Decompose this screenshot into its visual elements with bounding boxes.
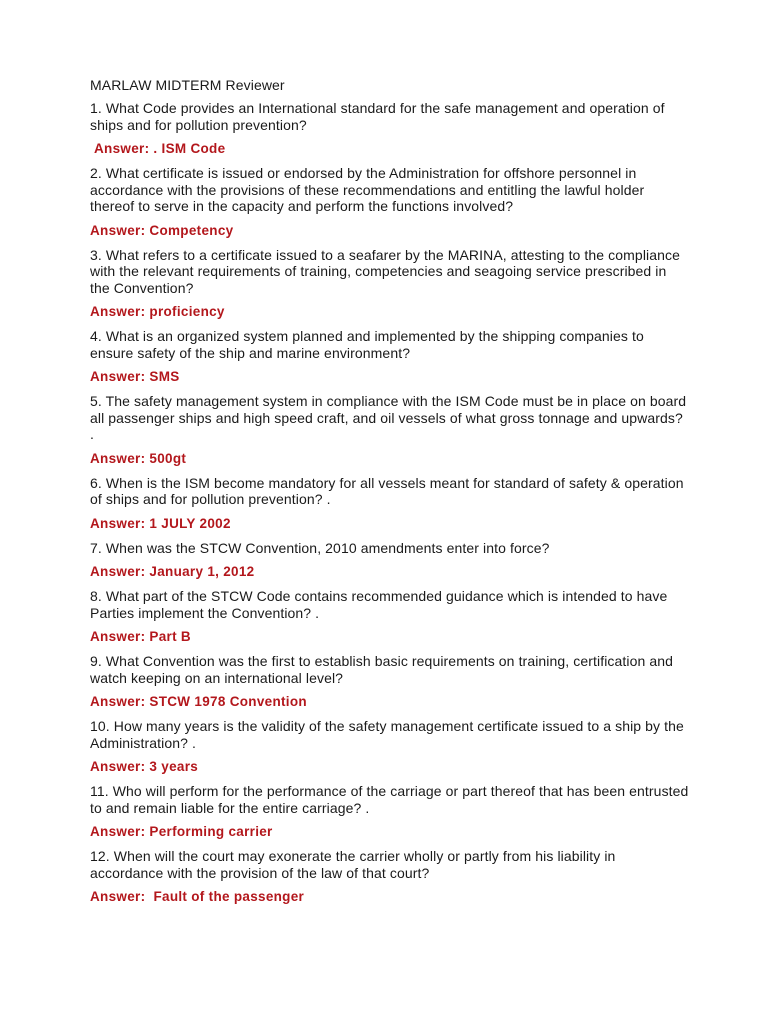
qa-item-6 <box>90 475 690 532</box>
qa-item-10 <box>90 718 690 775</box>
answer-11: Answer: Performing carrier <box>90 824 273 839</box>
question-12: 12. When will the court may exonerate the carrier wholly or partly from his liability in accordance with the provision of the law of that court? <box>90 848 616 881</box>
question-3: 3. What refers to a certificate issued to a seafarer by the MARINA, attesting to the compliance with the relevant requirements of training, competencies and seagoing service prescribed in the Convention? <box>90 246 680 296</box>
qa-item-5 <box>90 393 690 467</box>
qa-item-12 <box>90 848 690 905</box>
answer-7: Answer: January 1, 2012 <box>90 564 255 579</box>
document-page <box>90 77 690 913</box>
answer-4: Answer: SMS <box>90 369 180 384</box>
answer-5: Answer: 500gt <box>90 450 187 466</box>
qa-item-1 <box>90 100 690 157</box>
question-9: 9. What Convention was the first to establish basic requirements on training, certification and watch keeping on an international level? <box>90 653 674 686</box>
question-1: 1. What Code provides an International standard for the safe management and operation of ships and for pollution prevention? <box>90 100 665 133</box>
answer-9: Answer: STCW 1978 Convention <box>90 694 307 709</box>
qa-item-8 <box>90 588 690 645</box>
answer-8: Answer: Part B <box>90 629 191 644</box>
question-4: 4. What is an organized system planned and implemented by the shipping companies to ensure safety of the ship and marine environment? <box>90 328 644 361</box>
qa-item-11 <box>90 783 690 840</box>
question-10: 10. How many years is the validity of the safety management certificate issued to a ship by the Administration? . <box>90 718 684 751</box>
question-6: 6. When is the ISM become mandatory for all vessels meant for standard of safety & operation of ships and for pollution prevention? . <box>90 474 684 507</box>
answer-10: Answer: 3 years <box>90 759 199 774</box>
document-title: MARLAW MIDTERM Reviewer <box>90 77 285 93</box>
answer-12: Answer: Fault of the passenger <box>90 889 305 904</box>
answer-6: Answer: 1 JULY 2002 <box>90 515 231 531</box>
answer-2: Answer: Competency <box>90 222 234 238</box>
qa-item-7 <box>90 540 690 581</box>
question-8: 8. What part of the STCW Code contains recommended guidance which is intended to have Parties implement the Convention? . <box>90 588 668 621</box>
qa-item-2 <box>90 165 690 239</box>
question-5: 5. The safety management system in compliance with the ISM Code must be in place on board all passenger ships and high speed craft, and oil vessels of what gross tonnage and upwards? . <box>90 393 687 442</box>
qa-item-3 <box>90 247 690 321</box>
answer-1: Answer: . ISM Code <box>94 141 226 156</box>
qa-item-4 <box>90 328 690 385</box>
qa-item-9 <box>90 653 690 710</box>
question-2: 2. What certificate is issued or endorsed by the Administration for offshore personnel in accordance with the provisions of these recommendations and entitling the lawful holder thereof to serve in the capacity and perform the functions involved? <box>90 165 645 214</box>
answer-3: Answer: proficiency <box>90 304 225 319</box>
question-7: 7. When was the STCW Convention, 2010 amendments enter into force? <box>90 539 550 556</box>
question-11: 11. Who will perform for the performance of the carriage or part thereof that has been entrusted to and remain liable for the entire carriage? . <box>90 783 689 816</box>
